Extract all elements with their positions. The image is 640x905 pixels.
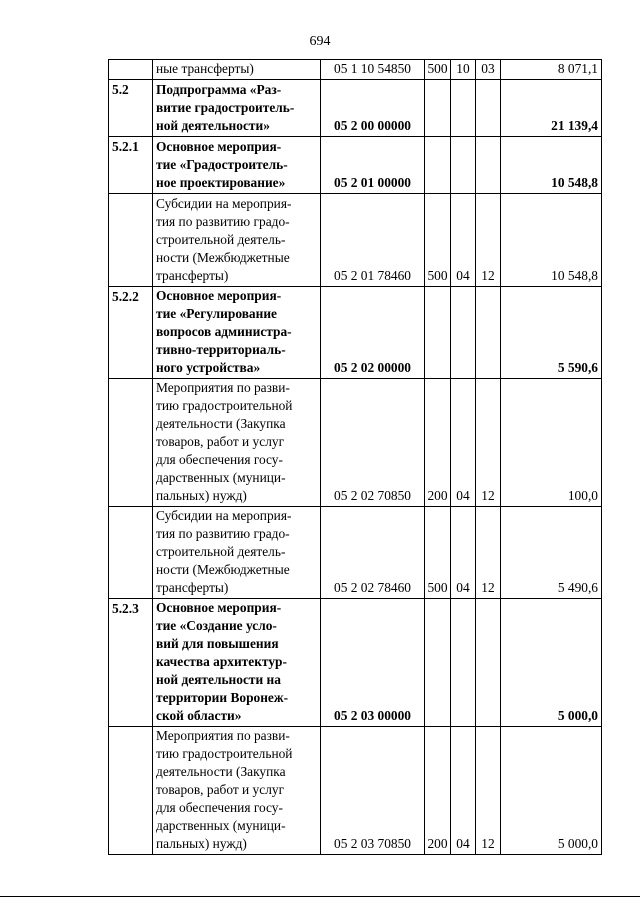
section-code: 10 (451, 60, 476, 80)
row-number (109, 507, 153, 599)
section-code: 04 (451, 727, 476, 855)
target-code: 05 2 03 70850 (321, 727, 425, 855)
item-name: ные трансферты) (153, 60, 321, 80)
amount: 10 548,8 (501, 137, 602, 194)
section-code: 04 (451, 194, 476, 287)
target-code: 05 2 00 00000 (321, 80, 425, 137)
table-row (109, 194, 602, 287)
amount: 8 071,1 (501, 60, 602, 80)
subsection-code (476, 599, 501, 727)
footer-divider (0, 896, 640, 897)
row-number: 5.2.2 (109, 287, 153, 379)
page-number: 694 (309, 34, 331, 49)
amount: 5 000,0 (501, 599, 602, 727)
table-row (109, 727, 602, 855)
expense-type: 500 (425, 60, 451, 80)
section-code (451, 287, 476, 379)
budget-table (108, 59, 602, 855)
table-row (109, 287, 602, 379)
target-code: 05 2 01 78460 (321, 194, 425, 287)
target-code: 05 2 02 00000 (321, 287, 425, 379)
subsection-code: 12 (476, 727, 501, 855)
amount: 5 000,0 (501, 727, 602, 855)
amount: 21 139,4 (501, 80, 602, 137)
row-number (109, 60, 153, 80)
item-name: Субсидии на мероприя- тия по развитию градо- строительной деятель- ности (Межбюджетные трансферты) (153, 194, 321, 287)
row-number (109, 727, 153, 855)
section-code: 04 (451, 379, 476, 507)
expense-type: 500 (425, 507, 451, 599)
subsection-code (476, 137, 501, 194)
item-name: Субсидии на мероприя- тия по развитию градо- строительной деятель- ности (Межбюджетные трансферты) (153, 507, 321, 599)
table-row (109, 599, 602, 727)
row-number: 5.2 (109, 80, 153, 137)
subsection-code (476, 287, 501, 379)
item-name: Основное мероприя- тие «Градостроитель- ное проектирование» (153, 137, 321, 194)
item-name: Мероприятия по разви- тию градостроительной деятельности (Закупка товаров, работ и услуг для обеспечения госу- дарственных (муници- пальных) нужд) (153, 379, 321, 507)
section-code: 04 (451, 507, 476, 599)
expense-type (425, 599, 451, 727)
target-code: 05 2 03 00000 (321, 599, 425, 727)
row-number (109, 379, 153, 507)
row-number: 5.2.1 (109, 137, 153, 194)
expense-type: 200 (425, 379, 451, 507)
row-number: 5.2.3 (109, 599, 153, 727)
amount: 10 548,8 (501, 194, 602, 287)
table-row (109, 507, 602, 599)
target-code: 05 2 01 00000 (321, 137, 425, 194)
amount: 100,0 (501, 379, 602, 507)
expense-type (425, 287, 451, 379)
item-name: Мероприятия по разви- тию градостроительной деятельности (Закупка товаров, работ и услуг для обеспечения госу- дарственных (муници- пальных) нужд) (153, 727, 321, 855)
item-name: Основное мероприя- тие «Создание усло- вий для повышения качества архитектур- ной деятельности на территории Воронеж- ской области» (153, 599, 321, 727)
target-code: 05 2 02 70850 (321, 379, 425, 507)
item-name: Основное мероприя- тие «Регулирование вопросов администра- тивно-территориаль- ного устройства» (153, 287, 321, 379)
amount: 5 590,6 (501, 287, 602, 379)
target-code: 05 2 02 78460 (321, 507, 425, 599)
section-code (451, 137, 476, 194)
target-code: 05 1 10 54850 (321, 60, 425, 80)
section-code (451, 80, 476, 137)
subsection-code: 12 (476, 507, 501, 599)
subsection-code (476, 80, 501, 137)
row-number (109, 194, 153, 287)
section-code (451, 599, 476, 727)
table-row (109, 379, 602, 507)
expense-type (425, 137, 451, 194)
subsection-code: 03 (476, 60, 501, 80)
expense-type: 200 (425, 727, 451, 855)
item-name: Подпрограмма «Раз- витие градостроитель- ной деятельности» (153, 80, 321, 137)
table-row (109, 80, 602, 137)
budget-table-body (109, 60, 602, 855)
amount: 5 490,6 (501, 507, 602, 599)
expense-type (425, 80, 451, 137)
subsection-code: 12 (476, 194, 501, 287)
table-row (109, 60, 602, 80)
table-row (109, 137, 602, 194)
subsection-code: 12 (476, 379, 501, 507)
expense-type: 500 (425, 194, 451, 287)
